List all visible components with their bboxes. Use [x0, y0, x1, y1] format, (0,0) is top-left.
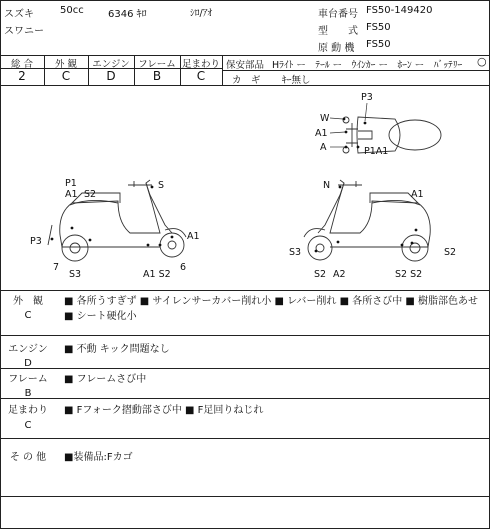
label-right-a2: A2 — [333, 269, 346, 280]
label-right-a1: A1 — [411, 189, 424, 200]
frame-number-label: 車台番号 — [318, 9, 358, 20]
type-label: 型 式 — [318, 26, 358, 37]
section-label-exterior: 外 観 — [13, 296, 43, 307]
grade-exterior: C — [61, 69, 71, 83]
engine-model-label: 原 動 機 — [318, 43, 355, 54]
engine-model-value: FS50 — [366, 39, 391, 50]
scooter-diagram — [0, 85, 490, 290]
grade-frame: B — [152, 69, 162, 83]
grade-header-engine: エンジン — [92, 59, 130, 70]
label-right-s2s2: S2 S2 — [395, 269, 423, 280]
label-right-s3: S3 — [289, 247, 302, 258]
border-top — [0, 0, 490, 1]
diagram-bottom — [0, 290, 490, 291]
key-value: ｷｰ無し — [282, 75, 311, 86]
label-left-a1: A1 — [65, 189, 78, 200]
color: ｼﾛ/ｱｵ — [190, 8, 213, 19]
section-notes-suspension: ■ Fフォーク摺動部さび中 ■ F足回りねじれ — [64, 405, 264, 416]
section-notes-frame: ■ フレームさび中 — [64, 374, 147, 385]
label-top-a: A — [320, 142, 327, 153]
section-notes-exterior: ■ 各所うすぎず ■ サイレンサーカバー削れ小 ■ レバー削れ ■ 各所さび中 ■ 樹脂部色あせ ■ シート硬化小 — [64, 296, 478, 322]
label-left-a1s2: A1 S2 — [143, 269, 171, 280]
grade-suspension: C — [196, 69, 206, 83]
equipment-items: Hﾗｲﾄ ー ﾃｰﾙ ー ｳｲﾝｶｰ ー ﾎｰﾝ ー ﾊﾞｯﾃﾘｰ — [272, 60, 463, 71]
section-label-other: そ の 他 — [9, 452, 47, 463]
grade-header-overall: 総 合 — [10, 59, 34, 70]
label-left-p3: P3 — [30, 236, 42, 247]
section-label-frame: フレーム — [8, 374, 48, 385]
label-right-s2: S2 — [444, 247, 457, 258]
section-grade-frame: B — [24, 388, 32, 399]
grade-overall: 2 — [18, 69, 26, 83]
maker: スズキ — [4, 9, 34, 20]
label-right-n: N — [323, 180, 331, 191]
label-left-7: 7 — [53, 262, 60, 273]
section-grade-engine: D — [24, 358, 32, 369]
label-top-w: W — [320, 113, 330, 124]
type-value: FS50 — [366, 22, 391, 33]
grade-header-exterior: 外 観 — [54, 59, 78, 70]
label-left-p1: P1 — [65, 178, 77, 189]
grade-header-frame: フレーム — [138, 59, 176, 70]
section-label-engine: エンジン — [8, 344, 48, 355]
grade-header-suspension: 足まわり — [181, 59, 220, 70]
section-notes-engine: ■ 不動 キック問題なし — [64, 344, 170, 355]
section-label-suspension: 足まわり — [8, 405, 48, 416]
frame-number-value: FS50-149420 — [366, 5, 433, 16]
section-grade-exterior: C — [24, 310, 32, 321]
battery-mark: ○ — [477, 55, 487, 68]
equipment-title: 保安部品 — [226, 60, 265, 71]
key-label: カ ギ — [232, 75, 261, 86]
label-left-a1-front: A1 — [187, 231, 200, 242]
label-left-s3: S3 — [69, 269, 82, 280]
label-top-a1: A1 — [315, 128, 328, 139]
label-left-s2: S2 — [84, 189, 97, 200]
label-right-s2-front: S2 — [314, 269, 327, 280]
label-top-p3: P3 — [361, 92, 373, 103]
label-left-s: S — [158, 180, 165, 191]
label-top-p1a1: P1A1 — [364, 146, 389, 157]
displacement: 50cc — [60, 5, 84, 16]
label-left-6: 6 — [180, 262, 187, 273]
model-name: スワニー — [4, 26, 44, 37]
section-notes-other: ■装備品:Fカゴ — [64, 452, 133, 463]
grade-engine: D — [106, 69, 116, 83]
mileage: 6346 ｷﾛ — [108, 9, 147, 20]
section-grade-suspension: C — [24, 420, 32, 431]
